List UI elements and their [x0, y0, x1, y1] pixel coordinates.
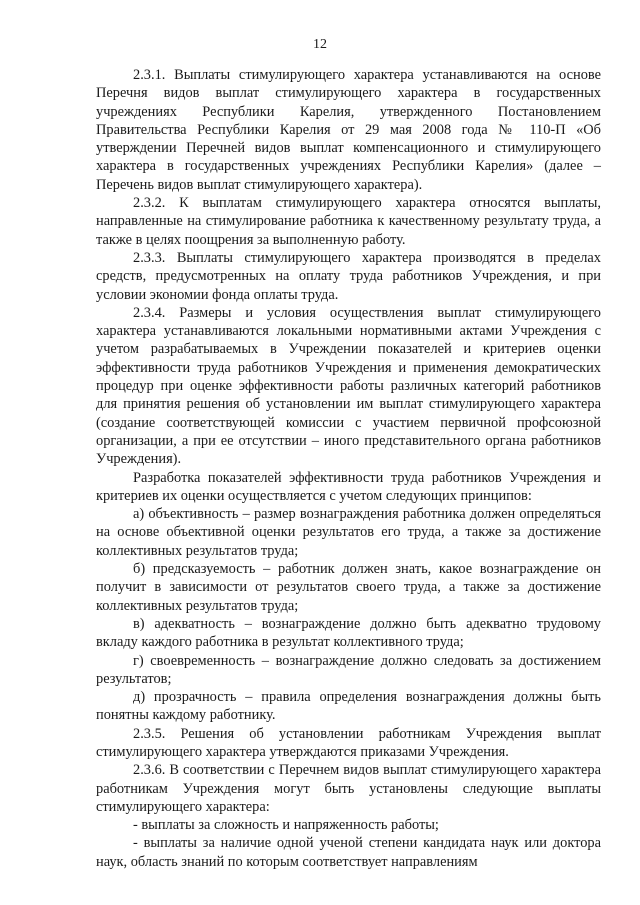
list-item-adequacy: в) адекватность – вознаграждение должно быть адекватно трудовому вкладу каждого работника в результат коллективного труда;: [96, 615, 601, 651]
paragraph-principles-intro: Разработка показателей эффективности труда работников Учреждения и критериев их оценки осуществляется с учетом следующих принципов:: [96, 469, 601, 504]
document-body: [96, 66, 601, 871]
list-item-predictability: б) предсказуемость – работник должен знать, какое вознаграждение он получит в зависимости от результатов своего труда, а также за достижение коллективных результатов труда;: [96, 561, 601, 614]
list-item-complexity-payment: - выплаты за сложность и напряженность работы;: [133, 817, 439, 834]
list-item-academic-degree-payment: - выплаты за наличие одной ученой степени кандидата наук или доктора наук, область знаний по которым соответствует направлениям: [96, 835, 601, 870]
list-item-transparency: д) прозрачность – правила определения вознаграждения должны быть понятны каждому работнику.: [96, 689, 601, 724]
paragraph-2-3-4: 2.3.4. Размеры и условия осуществления выплат стимулирующего характера устанавливаются локальными нормативными актами Учреждения с учетом разрабатываемых в Учреждении показателей и критериев оценки эффективности труда работников Учреждения и применения демократических процедур при оценке эффективности работы различных категорий работников для принятия решения об установлении им выплат стимулирующего характера (создание соответствующей комиссии с участием первичной профсоюзной организации, а при ее отсутствии – иного представительного органа работников Учреждения).: [96, 304, 601, 468]
paragraph-2-3-3: 2.3.3. Выплаты стимулирующего характера производятся в пределах средств, предусмотренных на оплату труда работников Учреждения, и при условии экономии фонда оплаты труда.: [96, 249, 601, 303]
list-item-objectivity: а) объективность – размер вознаграждения работника должен определяться на основе объективной оценки результатов его труда, а также за достижение коллективных результатов труда;: [96, 506, 601, 559]
paragraph-2-3-2: 2.3.2. К выплатам стимулирующего характера относятся выплаты, направленные на стимулирование работника к качественному результату труда, а также в целях поощрения за выполненную работу.: [96, 195, 601, 248]
paragraph-2-3-6: 2.3.6. В соответствии с Перечнем видов выплат стимулирующего характера работникам Учреждения могут быть установлены следующие выплаты стимулирующего характера:: [96, 762, 601, 815]
list-item-timeliness: г) своевременность – вознаграждение должно следовать за достижением результатов;: [96, 652, 601, 687]
paragraph-2-3-1: 2.3.1. Выплаты стимулирующего характера устанавливаются на основе Перечня видов выплат стимулирующего характера в государственных учреждениях Республики Карелия, утвержденного Постановлением Правительства Республики Карелия от 29 мая 2008 года № 110-П «Об утверждении Перечней видов выплат компенсационного и стимулирующего характера в государственных учреждениях Республики Карелия» (далее – Перечень видов выплат стимулирующего характера).: [96, 67, 601, 193]
paragraph-2-3-5: 2.3.5. Решения об установлении работникам Учреждения выплат стимулирующего характера утверждаются приказами Учреждения.: [96, 725, 601, 760]
page-number: 12: [313, 37, 327, 52]
